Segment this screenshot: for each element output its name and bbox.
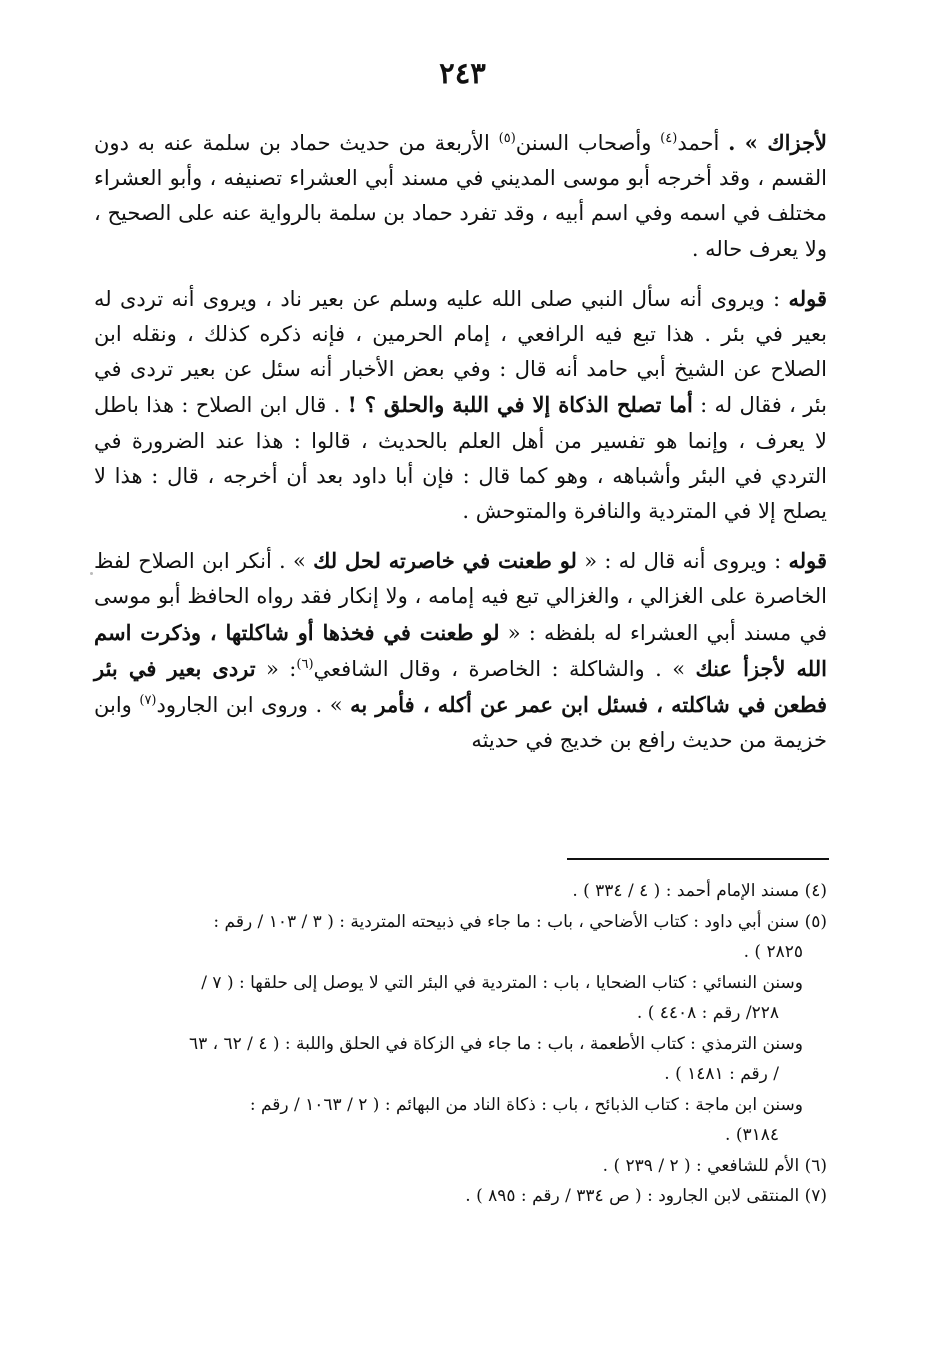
paragraph-2 [94, 281, 827, 529]
text-span: أحمد [677, 131, 729, 155]
text-span: » . والشاكلة : الخاصرة ، وقال الشافعي [313, 656, 696, 681]
text-span: : ويروى أنه قال له : « [576, 549, 789, 574]
footnote-5-ibn-majah [94, 1090, 827, 1151]
footnote-ref-7[interactable]: (٧) [139, 693, 157, 709]
footnote-line: ٣١٨٤) . [725, 1125, 779, 1145]
bold-lead: قوله [788, 285, 827, 311]
text-span: : « [255, 656, 297, 681]
footnote-line: (٥) سنن أبي داود : كتاب الأضاحي ، باب : ما جاء في ذبيحته المتردية : ( ٣ / ١٠٣ / رقم : [213, 911, 827, 932]
main-text [94, 125, 827, 758]
bold-lead: قوله [788, 548, 827, 574]
text-span: وأصحاب السنن [515, 131, 661, 155]
footnote-ref-6[interactable]: (٦) [296, 656, 314, 672]
scan-speck [90, 572, 93, 575]
footnote-5 [94, 907, 827, 968]
footnotes [94, 876, 827, 1212]
footnote-5-nasai [94, 968, 827, 1029]
footnote-separator [567, 858, 829, 860]
hadith-quote: تردى بعير في بئر فطعن في شاكلته ، فسئل ابن عمر عن أكله ، فأمر به [94, 655, 828, 718]
footnote-6: (٦) الأم للشافعي : ( ٢ / ٢٣٩ ) . [602, 1155, 827, 1176]
footnote-line: وسنن الترمذي : كتاب الأطعمة ، باب : ما جاء في الزكاة في الحلق واللبة : ( ٤ / ٦٢ ، ٦٣ [188, 1033, 803, 1054]
footnote-4: (٤) مسند الإمام أحمد : ( ٤ / ٣٣٤ ) . [572, 881, 827, 901]
text-span: الأربعة من حديث حماد بن سلمة عنه به دون القسم ، وقد أخرجه أبو موسى المديني في مسند أبي العشراء تصنيفه ، وأبو العشراء مختلف في اسمه وفي اسم أبيه ، وقد تفرد حماد بن سلمة بالرواية عنه على الصحيح ، ولا يعرف حاله . [94, 131, 827, 261]
footnote-line: وسنن ابن ماجة : كتاب الذبائح ، باب : ذكاة الناد من البهائم : ( ٢ / ١٠٦٣ / رقم : [249, 1094, 803, 1115]
text-span: » . أنكر ابن الصلاح لفظ الخاصرة على الغزالي ، والغزالي تبع فيه إمامه ، ولا إنكار فقد رواه الحافظ أبو موسى في مسند أبي العشراء له بلفظه : « [94, 549, 827, 645]
footnote-line: وسنن النسائي : كتاب الضحايا ، باب : المتردية في البئر التي لا يوصل إلى حلقها : ( ٧ / [201, 972, 803, 993]
footnote-7: (٧) المنتقى لابن الجارود : ( ص ٣٣٤ / رقم : ٨٩٥ ) . [465, 1186, 827, 1206]
footnote-5-tirmidhi [94, 1029, 827, 1090]
hadith-quote: أما تصلح الذكاة إلا في اللبة والحلق ؟ ! [347, 392, 693, 418]
text-span: : ويروى أنه سأل النبي صلى الله عليه وسلم عن بعير ناد ، ويروى أنه تردى له بعير في بئر . هذا تبع فيه الرافعي ، إمام الحرمين ، فإنه ذكره كذلك ، ونقله ابن الصلاح عن الشيخ أبي حامد أنه قال : وفي بعض الأخبار أنه سئل عن بعير تردى في بئر ، فقال له : [94, 286, 827, 418]
text-span: وابن خزيمة من حديث رافع بن خديج في حديثه [94, 693, 827, 753]
footnote-ref-5[interactable]: (٥) [498, 131, 516, 146]
footnote-line: ٢٨٢٥ ) . [743, 942, 803, 962]
text-span: » . وروى ابن الجارود [156, 693, 351, 718]
footnote-line: ٢٢٨/ رقم : ٤٤٠٨ ) . [636, 1003, 779, 1023]
text-span: . قال ابن الصلاح : هذا باطل لا يعرف ، وإنما هو تفسير من أهل العلم بالحديث ، قالوا : هذا عند الضرورة في التردي في البئر وأشباهه ، وهو كما قال : فإن أبا داود بعد أن أخرجه ، قال : هذا لا يصلح إلا في المتردية والنافرة والمتوحش . [94, 393, 827, 524]
hadith-quote: لو طعنت في خاصرته لحل لك [313, 548, 577, 574]
paragraph-1 [94, 125, 827, 267]
footnote-ref-4[interactable]: (٤) [660, 131, 678, 146]
page-number: ٢٤٣ [439, 56, 486, 90]
bold-lead: لأجزاك » . [728, 130, 828, 155]
paragraph-3 [94, 543, 827, 758]
footnote-line: / رقم : ١٤٨١ ) . [664, 1064, 779, 1084]
hadith-quote: لو طعنت في فخذها أو شاكلتها ، وذكرت اسم الله لأجزأ عنك [94, 619, 827, 681]
